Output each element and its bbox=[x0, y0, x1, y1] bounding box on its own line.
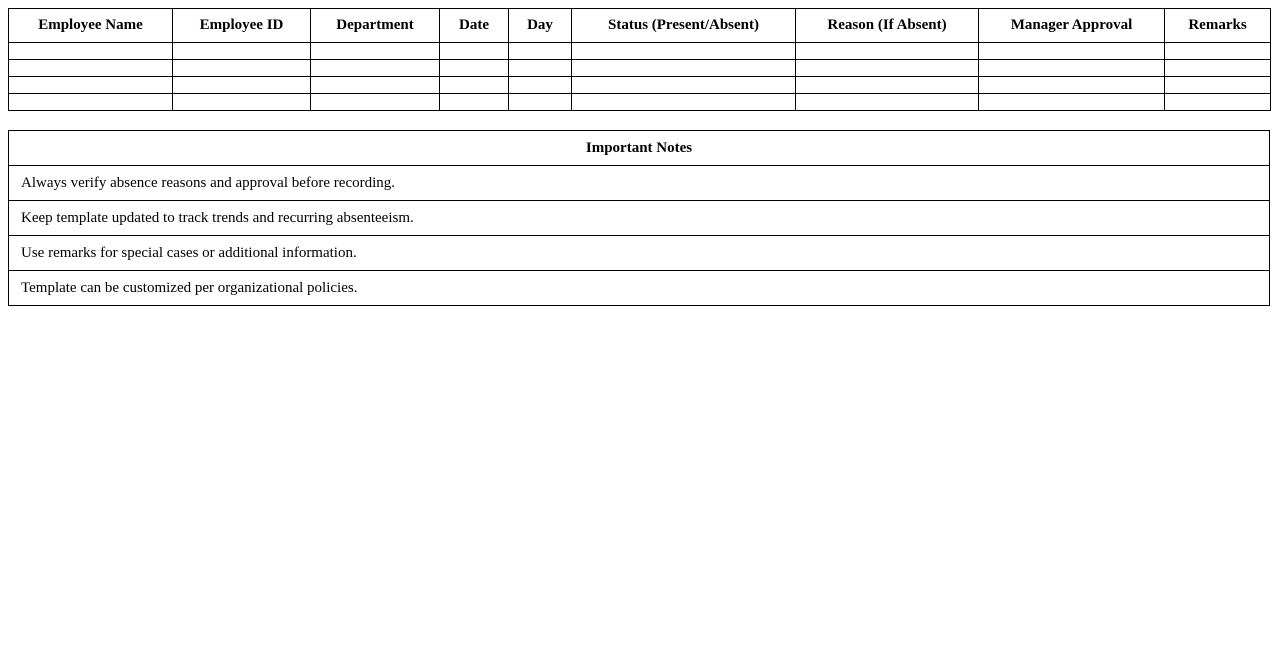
table-cell[interactable] bbox=[572, 60, 796, 77]
table-cell[interactable] bbox=[979, 60, 1165, 77]
header-remarks: Remarks bbox=[1165, 9, 1271, 43]
table-row bbox=[9, 43, 1271, 60]
header-employee-id: Employee ID bbox=[173, 9, 311, 43]
table-row bbox=[9, 60, 1271, 77]
table-row bbox=[9, 94, 1271, 111]
table-cell[interactable] bbox=[1165, 77, 1271, 94]
table-cell[interactable] bbox=[9, 94, 173, 111]
table-cell[interactable] bbox=[311, 77, 440, 94]
important-notes-table bbox=[8, 130, 1270, 306]
note-text: Template can be customized per organizational policies. bbox=[9, 271, 1270, 306]
note-text: Keep template updated to track trends and recurring absenteeism. bbox=[9, 201, 1270, 236]
table-cell[interactable] bbox=[796, 60, 979, 77]
list-item bbox=[9, 271, 1270, 306]
table-cell[interactable] bbox=[173, 94, 311, 111]
table-cell[interactable] bbox=[440, 60, 509, 77]
list-item bbox=[9, 201, 1270, 236]
notes-title: Important Notes bbox=[9, 131, 1270, 166]
header-employee-name: Employee Name bbox=[9, 9, 173, 43]
table-row bbox=[9, 77, 1271, 94]
table-cell[interactable] bbox=[572, 43, 796, 60]
table-cell[interactable] bbox=[440, 94, 509, 111]
table-cell[interactable] bbox=[311, 60, 440, 77]
table-cell[interactable] bbox=[979, 43, 1165, 60]
table-cell[interactable] bbox=[173, 60, 311, 77]
table-cell[interactable] bbox=[311, 43, 440, 60]
table-cell[interactable] bbox=[509, 77, 572, 94]
table-cell[interactable] bbox=[9, 60, 173, 77]
table-cell[interactable] bbox=[173, 77, 311, 94]
header-manager-approval: Manager Approval bbox=[979, 9, 1165, 43]
header-day: Day bbox=[509, 9, 572, 43]
list-item bbox=[9, 166, 1270, 201]
table-cell[interactable] bbox=[796, 94, 979, 111]
table-cell[interactable] bbox=[572, 77, 796, 94]
header-date: Date bbox=[440, 9, 509, 43]
table-cell[interactable] bbox=[440, 43, 509, 60]
notes-header-row bbox=[9, 131, 1270, 166]
table-cell[interactable] bbox=[1165, 43, 1271, 60]
note-text: Always verify absence reasons and approval before recording. bbox=[9, 166, 1270, 201]
table-cell[interactable] bbox=[796, 77, 979, 94]
table-cell[interactable] bbox=[440, 77, 509, 94]
table-cell[interactable] bbox=[311, 94, 440, 111]
table-cell[interactable] bbox=[9, 43, 173, 60]
table-cell[interactable] bbox=[509, 60, 572, 77]
table-cell[interactable] bbox=[979, 94, 1165, 111]
header-department: Department bbox=[311, 9, 440, 43]
list-item bbox=[9, 236, 1270, 271]
table-cell[interactable] bbox=[979, 77, 1165, 94]
table-cell[interactable] bbox=[1165, 60, 1271, 77]
table-cell[interactable] bbox=[509, 94, 572, 111]
attendance-table bbox=[8, 8, 1271, 111]
table-cell[interactable] bbox=[9, 77, 173, 94]
note-text: Use remarks for special cases or additional information. bbox=[9, 236, 1270, 271]
table-cell[interactable] bbox=[796, 43, 979, 60]
table-cell[interactable] bbox=[1165, 94, 1271, 111]
header-status: Status (Present/Absent) bbox=[572, 9, 796, 43]
table-cell[interactable] bbox=[173, 43, 311, 60]
attendance-header-row bbox=[9, 9, 1271, 43]
header-reason: Reason (If Absent) bbox=[796, 9, 979, 43]
table-cell[interactable] bbox=[572, 94, 796, 111]
table-cell[interactable] bbox=[509, 43, 572, 60]
